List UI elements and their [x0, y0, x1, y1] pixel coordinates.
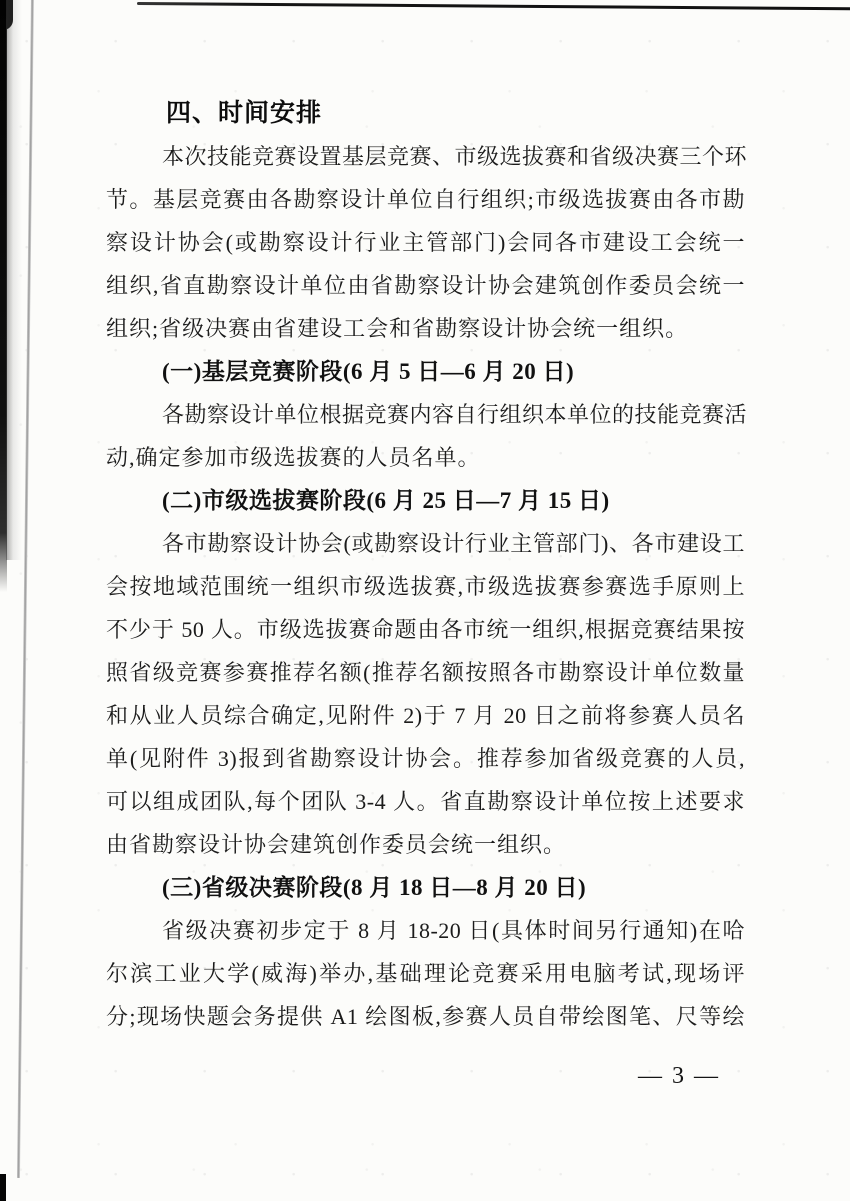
text-line: 省级决赛初步定于 8 月 18-20 日(具体时间另行通知)在哈	[162, 918, 745, 943]
text-line: 不少于 50 人。市级选拔赛命题由各市统一组织,根据竞赛结果按	[106, 617, 745, 642]
document-heading: 四、时间安排	[166, 99, 323, 127]
text-line: 组织;省级决赛由省建设工会和省勘察设计协会统一组织。	[106, 316, 689, 341]
text-line: 照省级竞赛参赛推荐名额(推荐名额按照各市勘察设计单位数量	[106, 660, 745, 685]
text-line: 各勘察设计单位根据竞赛内容自行组织本单位的技能竞赛活	[162, 402, 748, 427]
text-line: 会按地域范围统一组织市级选拔赛,市级选拔赛参赛选手原则上	[106, 574, 745, 599]
text-line: 尔滨工业大学(威海)举办,基础理论竞赛采用电脑考试,现场评	[106, 961, 745, 986]
text-line: 各市勘察设计协会(或勘察设计行业主管部门)、各市建设工	[162, 531, 745, 556]
text-line: 单(见附件 3)报到省勘察设计协会。推荐参加省级竞赛的人员,	[106, 746, 745, 771]
scan-corner-bottom-artifact	[0, 1174, 6, 1201]
section-heading-1: (一)基层竞赛阶段(6 月 5 日—6 月 20 日)	[162, 359, 575, 384]
text-line: 组织,省直勘察设计单位由省勘察设计协会建筑创作委员会统一	[106, 273, 745, 298]
section-heading-2: (二)市级选拔赛阶段(6 月 25 日—7 月 15 日)	[162, 488, 610, 513]
text-line: 分;现场快题会务提供 A1 绘图板,参赛人员自带绘图笔、尺等绘	[106, 1004, 745, 1029]
text-line: 和从业人员综合确定,见附件 2)于 7 月 20 日之前将参赛人员名	[106, 703, 745, 728]
text-line: 动,确定参加市级选拔赛的人员名单。	[106, 445, 481, 470]
text-line: 由省勘察设计协会建筑创作委员会统一组织。	[106, 832, 567, 857]
text-line: 可以组成团队,每个团队 3-4 人。省直勘察设计单位按上述要求	[106, 789, 745, 814]
section-heading-3: (三)省级决赛阶段(8 月 18 日—8 月 20 日)	[162, 875, 587, 900]
scan-left-shadow-fade	[6, 0, 22, 560]
scan-top-edge-line	[137, 2, 850, 10]
text-line: 节。基层竞赛由各勘察设计单位自行组织;市级选拔赛由各市勘	[106, 187, 745, 212]
text-line: 本次技能竞赛设置基层竞赛、市级选拔赛和省级决赛三个环	[162, 144, 748, 169]
document-body	[106, 92, 748, 1038]
text-line: 察设计协会(或勘察设计行业主管部门)会同各市建设工会统一	[106, 230, 745, 255]
page-number: — 3 —	[638, 1063, 720, 1089]
